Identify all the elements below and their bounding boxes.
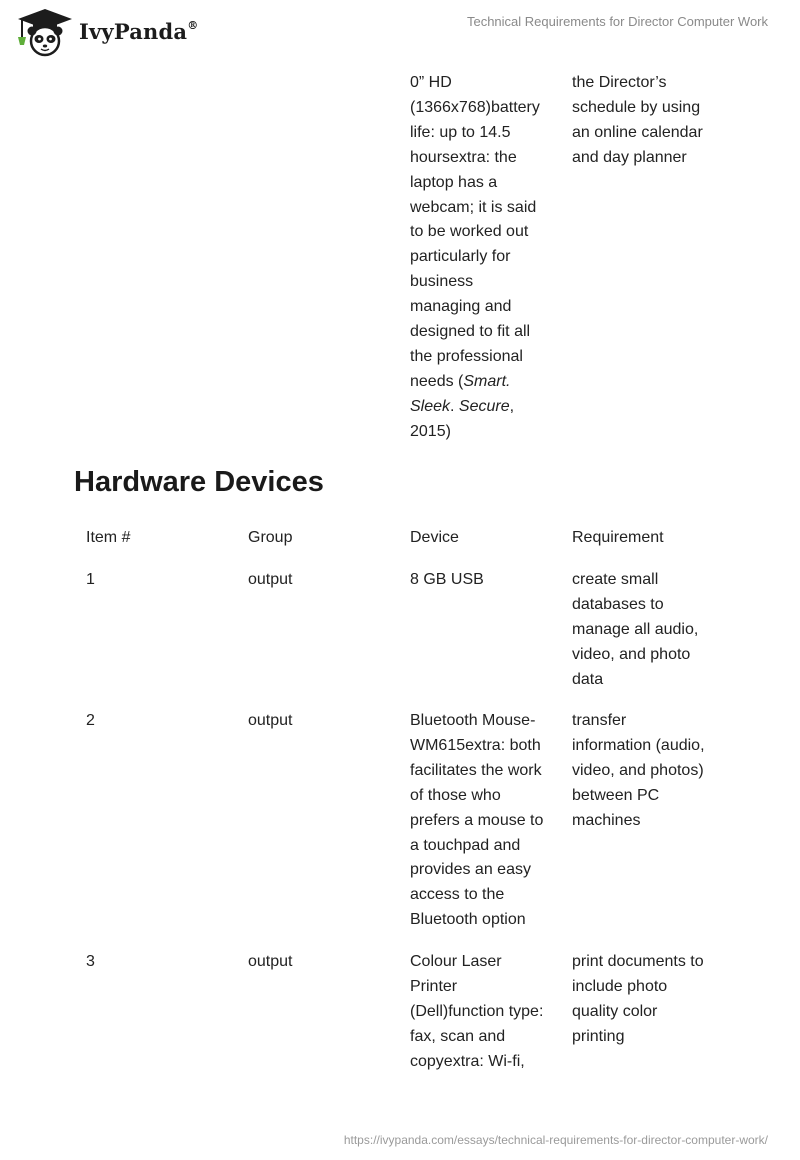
citation-punctuation: , [509, 397, 515, 415]
row-1-group: output [248, 571, 293, 588]
device-line: business [410, 273, 474, 291]
requirement-line: video, and photos) [572, 761, 704, 779]
device-line: particularly for [410, 248, 511, 266]
device-line: WM615extra: both [410, 736, 541, 754]
requirement-line: machines [572, 811, 641, 829]
device-line: managing and [410, 298, 512, 316]
document-title: Technical Requirements for Director Computer Work [466, 14, 768, 29]
device-line: (1366x768)battery [410, 98, 540, 116]
requirement-line: transfer [572, 712, 627, 729]
device-line: designed to fit all [410, 323, 531, 341]
device-line: laptop has a [410, 173, 498, 191]
row-2-requirement [572, 709, 720, 834]
page-header [0, 0, 800, 62]
device-line: Bluetooth Mouse- [410, 712, 536, 729]
device-line: needs ( [410, 372, 464, 390]
requirement-line: an online calendar [572, 123, 703, 141]
device-line: fax, scan and [410, 1027, 506, 1045]
requirement-line: create small [572, 571, 659, 588]
device-line: prefers a mouse to [410, 811, 544, 829]
device-line: hoursextra: the [410, 148, 517, 166]
brand-text: IvyPanda [79, 19, 188, 44]
row-2-group: output [248, 712, 293, 729]
row-2-device [410, 709, 558, 933]
citation-title-part: Smart. [463, 372, 511, 390]
brand-name[interactable] [79, 19, 198, 44]
device-line: of those who [410, 786, 501, 804]
row-2-item: 2 [86, 712, 95, 729]
continued-requirement-cell [572, 71, 720, 171]
requirement-line: print documents to [572, 953, 704, 970]
requirement-line: schedule by using [572, 98, 701, 116]
device-line: access to the [410, 886, 505, 904]
device-line: provides an easy [410, 861, 531, 879]
row-3-item: 3 [86, 953, 95, 970]
row-3-requirement [572, 950, 720, 1050]
requirement-line: printing [572, 1027, 625, 1045]
device-line: copyextra: Wi-fi, [410, 1052, 525, 1070]
device-line: the professional [410, 347, 523, 365]
requirement-line: video, and photo [572, 645, 691, 663]
header-device: Device [410, 529, 459, 546]
header-requirement: Requirement [572, 529, 664, 546]
requirement-line: and day planner [572, 148, 687, 166]
device-line: a touchpad and [410, 836, 521, 854]
requirement-line: include photo [572, 977, 668, 995]
device-line: 8 GB USB [410, 571, 484, 588]
row-1-requirement [572, 568, 720, 693]
device-line: webcam; it is said [410, 198, 537, 216]
row-1-device [410, 568, 558, 593]
row-1-item: 1 [86, 571, 95, 588]
device-line: Printer [410, 977, 458, 995]
requirement-line: information (audio, [572, 736, 705, 754]
section-heading: Hardware Devices [74, 466, 324, 498]
row-3-group: output [248, 953, 293, 970]
device-line: 0” HD [410, 74, 452, 91]
requirement-line: manage all audio, [572, 620, 699, 638]
row-3-device [410, 950, 558, 1075]
requirement-line: data [572, 670, 604, 688]
requirement-line: databases to [572, 595, 664, 613]
requirement-line: the Director’s [572, 74, 667, 91]
device-line: facilitates the work [410, 761, 542, 779]
requirement-line: quality color [572, 1002, 658, 1020]
device-line: to be worked out [410, 223, 529, 241]
registered-mark: ® [187, 19, 199, 32]
footer-url-link[interactable]: https://ivypanda.com/essays/technical-requirements-for-director-computer-work/ [343, 1133, 768, 1147]
device-line: Bluetooth option [410, 911, 526, 929]
device-line: life: up to 14.5 [410, 123, 511, 141]
device-line: (Dell)function type: [410, 1002, 544, 1020]
header-item-number: Item # [86, 529, 131, 546]
requirement-line: between PC [572, 786, 660, 804]
header-group: Group [248, 529, 293, 546]
citation-title-part: Sleek [410, 397, 451, 415]
ivypanda-logo-icon[interactable] [14, 7, 76, 57]
device-line: 2015) [410, 422, 451, 440]
device-line: Colour Laser [410, 953, 502, 970]
citation-title-part: Secure [458, 397, 510, 415]
citation-punctuation: . [450, 397, 459, 415]
continued-device-cell [410, 71, 558, 445]
